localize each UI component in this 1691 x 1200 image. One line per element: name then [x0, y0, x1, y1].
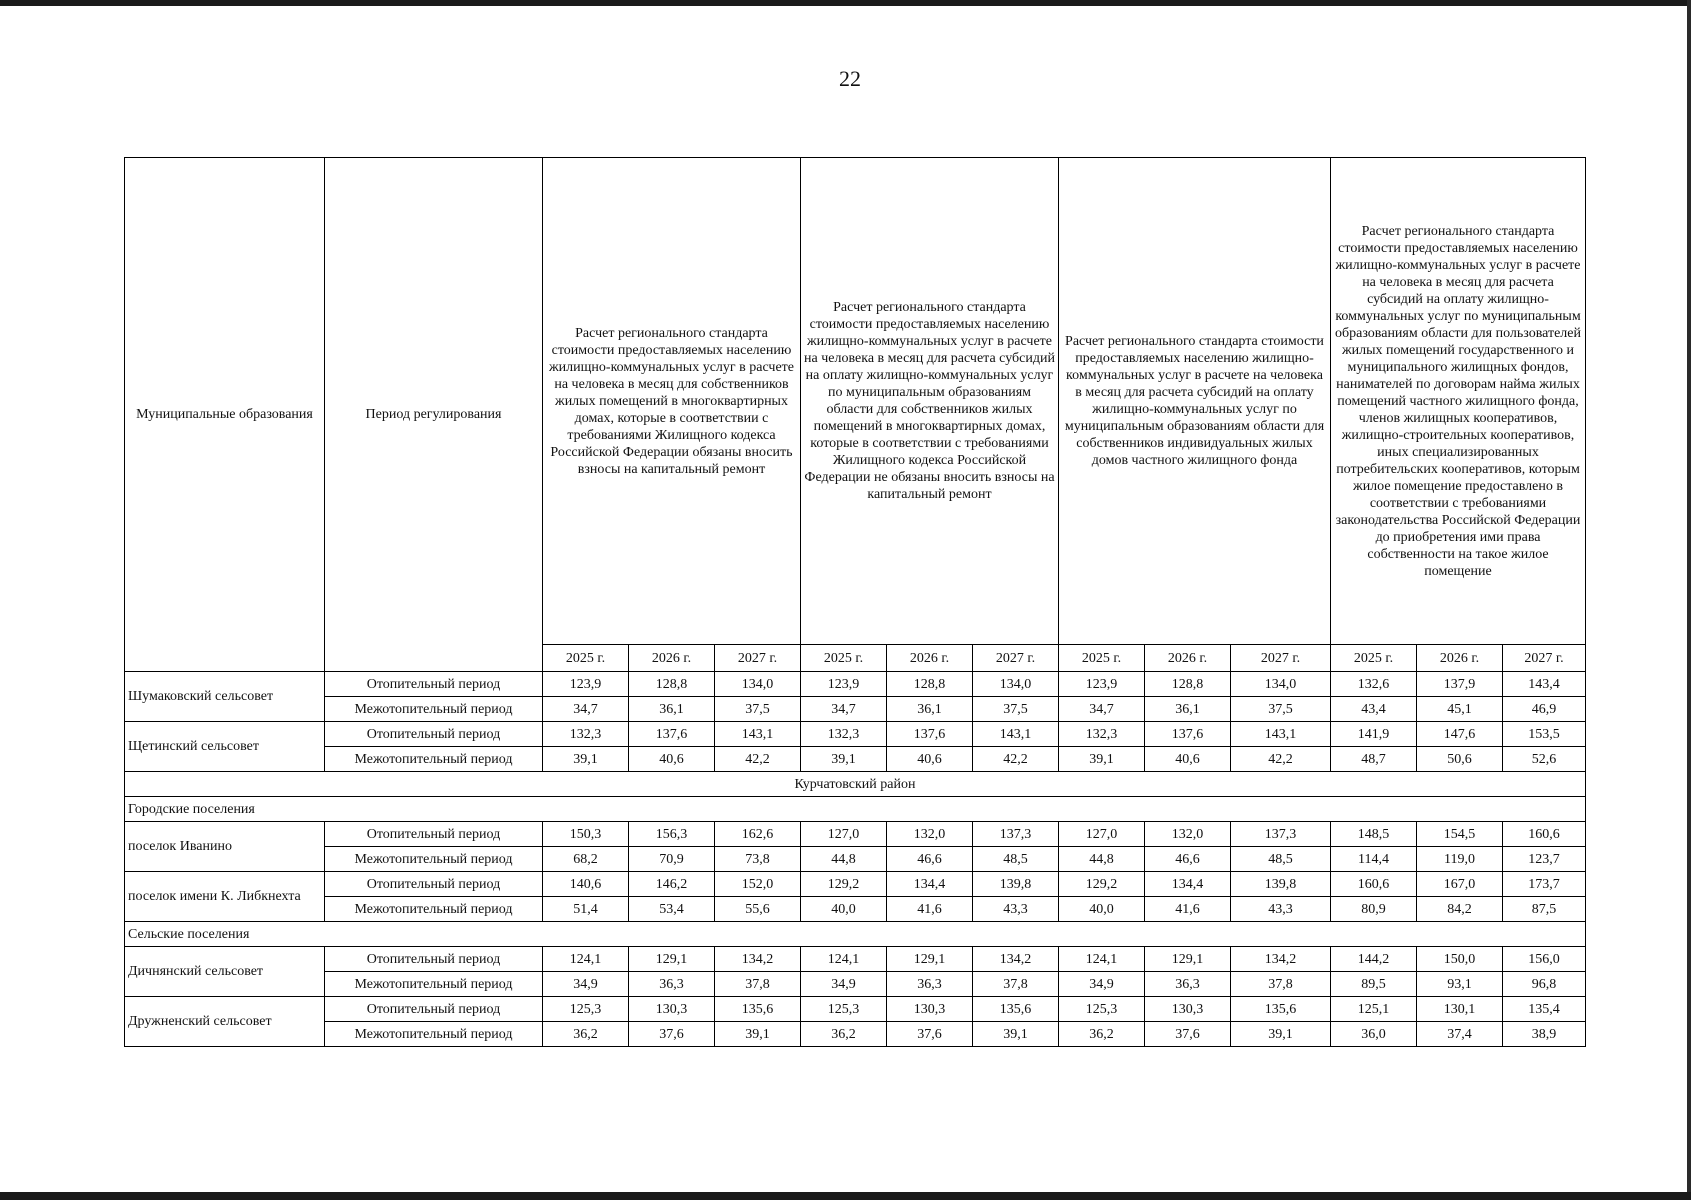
- value-cell: 128,8: [887, 672, 973, 697]
- value-cell: 42,2: [715, 747, 801, 772]
- period-label: Межотопительный период: [325, 847, 543, 872]
- value-cell: 127,0: [1059, 822, 1145, 847]
- value-cell: 129,1: [629, 947, 715, 972]
- value-cell: 93,1: [1417, 972, 1503, 997]
- municipality-name: Дичнянский сельсовет: [125, 947, 325, 997]
- year-header: 2027 г.: [715, 645, 801, 672]
- value-cell: 34,9: [801, 972, 887, 997]
- value-cell: 36,2: [1059, 1022, 1145, 1047]
- value-cell: 44,8: [1059, 847, 1145, 872]
- value-cell: 89,5: [1331, 972, 1417, 997]
- value-cell: 143,4: [1503, 672, 1586, 697]
- value-cell: 134,2: [973, 947, 1059, 972]
- value-cell: 34,9: [543, 972, 629, 997]
- value-cell: 44,8: [801, 847, 887, 872]
- value-cell: 132,3: [801, 722, 887, 747]
- value-cell: 73,8: [715, 847, 801, 872]
- value-cell: 134,2: [1231, 947, 1331, 972]
- value-cell: 123,7: [1503, 847, 1586, 872]
- table-row: [125, 847, 1586, 872]
- value-cell: 36,3: [887, 972, 973, 997]
- value-cell: 40,6: [629, 747, 715, 772]
- year-header: 2027 г.: [1503, 645, 1586, 672]
- value-cell: 55,6: [715, 897, 801, 922]
- period-label: Отопительный период: [325, 947, 543, 972]
- value-cell: 135,6: [1231, 997, 1331, 1022]
- municipality-name: Щетинский сельсовет: [125, 722, 325, 772]
- value-cell: 36,2: [543, 1022, 629, 1047]
- municipality-name: поселок имени К. Либкнехта: [125, 872, 325, 922]
- value-cell: 48,5: [1231, 847, 1331, 872]
- table-row: [125, 672, 1586, 697]
- value-cell: 114,4: [1331, 847, 1417, 872]
- header-col1: Расчет регионального стандарта стоимости предоставляемых населению жилищно-коммунальных услуг в расчете на человека в месяц для собственников жилых помещений в многоквартирных домах, которые в соответствии с требованиями Жилищного кодекса Российской Федерации обязаны вносить взносы на капитальный ремонт: [543, 158, 801, 645]
- value-cell: 160,6: [1503, 822, 1586, 847]
- value-cell: 39,1: [1231, 1022, 1331, 1047]
- value-cell: 134,4: [887, 872, 973, 897]
- value-cell: 139,8: [1231, 872, 1331, 897]
- table-row: [125, 722, 1586, 747]
- value-cell: 132,3: [543, 722, 629, 747]
- value-cell: 119,0: [1417, 847, 1503, 872]
- table-row: [125, 947, 1586, 972]
- page-number: 22: [839, 66, 861, 91]
- value-cell: 141,9: [1331, 722, 1417, 747]
- value-cell: 40,0: [801, 897, 887, 922]
- value-cell: 140,6: [543, 872, 629, 897]
- value-cell: 137,6: [1145, 722, 1231, 747]
- value-cell: 36,3: [1145, 972, 1231, 997]
- value-cell: 132,6: [1331, 672, 1417, 697]
- table-row: [125, 697, 1586, 722]
- value-cell: 39,1: [1059, 747, 1145, 772]
- value-cell: 45,1: [1417, 697, 1503, 722]
- table-row: [125, 822, 1586, 847]
- value-cell: 34,7: [801, 697, 887, 722]
- header-col4: Расчет регионального стандарта стоимости предоставляемых населению жилищно-коммунальных услуг в расчете на человека в месяц для расчета субсидий на оплату жилищно-коммунальных услуг по муниципальным образованиям области для пользователей жилых помещений государственного и муниципального жилищных фондов, нанимателей по договорам найма жилых помещений частного жилищного фонда, членов жилищных кооперативов, жилищно-строительных кооперативов, иных специализированных потребительских кооперативов, которым жилое помещение предоставлено в соответствии с требованиями законодательства Российской Федерации до приобретения ими права собственности на такое жилое помещение: [1331, 158, 1586, 645]
- table-row: [125, 897, 1586, 922]
- municipality-name: Дружненский сельсовет: [125, 997, 325, 1047]
- period-label: Отопительный период: [325, 672, 543, 697]
- value-cell: 42,2: [1231, 747, 1331, 772]
- value-cell: 135,4: [1503, 997, 1586, 1022]
- value-cell: 134,0: [715, 672, 801, 697]
- period-label: Отопительный период: [325, 872, 543, 897]
- value-cell: 150,0: [1417, 947, 1503, 972]
- value-cell: 162,6: [715, 822, 801, 847]
- table-body: [125, 672, 1586, 1047]
- value-cell: 130,3: [1145, 997, 1231, 1022]
- value-cell: 167,0: [1417, 872, 1503, 897]
- table-row: [125, 747, 1586, 772]
- value-cell: 156,3: [629, 822, 715, 847]
- value-cell: 137,3: [973, 822, 1059, 847]
- value-cell: 173,7: [1503, 872, 1586, 897]
- period-label: Межотопительный период: [325, 897, 543, 922]
- value-cell: 53,4: [629, 897, 715, 922]
- value-cell: 123,9: [543, 672, 629, 697]
- value-cell: 36,1: [1145, 697, 1231, 722]
- value-cell: 37,6: [629, 1022, 715, 1047]
- tariff-table: [124, 157, 1586, 1047]
- year-header: 2025 г.: [1331, 645, 1417, 672]
- value-cell: 124,1: [801, 947, 887, 972]
- year-header: 2025 г.: [801, 645, 887, 672]
- period-label: Межотопительный период: [325, 972, 543, 997]
- value-cell: 36,1: [629, 697, 715, 722]
- year-header: 2026 г.: [1417, 645, 1503, 672]
- value-cell: 125,1: [1331, 997, 1417, 1022]
- value-cell: 41,6: [887, 897, 973, 922]
- year-header: 2025 г.: [1059, 645, 1145, 672]
- value-cell: 39,1: [973, 1022, 1059, 1047]
- value-cell: 37,5: [1231, 697, 1331, 722]
- value-cell: 38,9: [1503, 1022, 1586, 1047]
- value-cell: 48,7: [1331, 747, 1417, 772]
- value-cell: 40,6: [887, 747, 973, 772]
- value-cell: 143,1: [973, 722, 1059, 747]
- year-header: 2026 г.: [629, 645, 715, 672]
- value-cell: 46,6: [887, 847, 973, 872]
- value-cell: 123,9: [801, 672, 887, 697]
- value-cell: 154,5: [1417, 822, 1503, 847]
- value-cell: 124,1: [1059, 947, 1145, 972]
- value-cell: 134,0: [973, 672, 1059, 697]
- value-cell: 139,8: [973, 872, 1059, 897]
- municipality-name: Шумаковский сельсовет: [125, 672, 325, 722]
- district-row: [125, 772, 1586, 797]
- value-cell: 128,8: [1145, 672, 1231, 697]
- value-cell: 127,0: [801, 822, 887, 847]
- scan-edge-bottom: [0, 1192, 1691, 1200]
- scan-edge-right: [1687, 0, 1691, 1200]
- value-cell: 37,5: [973, 697, 1059, 722]
- value-cell: 96,8: [1503, 972, 1586, 997]
- value-cell: 150,3: [543, 822, 629, 847]
- value-cell: 36,0: [1331, 1022, 1417, 1047]
- value-cell: 160,6: [1331, 872, 1417, 897]
- value-cell: 129,2: [1059, 872, 1145, 897]
- value-cell: 51,4: [543, 897, 629, 922]
- value-cell: 34,7: [1059, 697, 1145, 722]
- period-label: Отопительный период: [325, 722, 543, 747]
- period-label: Отопительный период: [325, 997, 543, 1022]
- value-cell: 34,7: [543, 697, 629, 722]
- value-cell: 40,0: [1059, 897, 1145, 922]
- value-cell: 37,8: [715, 972, 801, 997]
- table-row: [125, 997, 1586, 1022]
- rural-group-row-label: Сельские поселения: [125, 922, 1586, 947]
- municipality-name: поселок Иванино: [125, 822, 325, 872]
- value-cell: 147,6: [1417, 722, 1503, 747]
- value-cell: 124,1: [543, 947, 629, 972]
- table-row: [125, 972, 1586, 997]
- value-cell: 36,3: [629, 972, 715, 997]
- header-period: Период регулирования: [325, 158, 543, 672]
- header-municipality: Муниципальные образования: [125, 158, 325, 672]
- value-cell: 156,0: [1503, 947, 1586, 972]
- urban-group-row-label: Городские поселения: [125, 797, 1586, 822]
- header-col2: Расчет регионального стандарта стоимости предоставляемых населению жилищно-коммунальных услуг в расчете на человека в месяц для расчета субсидий на оплату жилищно-коммунальных услуг по муниципальным образованиям области для собственников жилых помещений в многоквартирных домах, которые в соответствии с требованиями Жилищного кодекса Российской Федерации не обязаны вносить взносы на капитальный ремонт: [801, 158, 1059, 645]
- value-cell: 153,5: [1503, 722, 1586, 747]
- value-cell: 70,9: [629, 847, 715, 872]
- value-cell: 40,6: [1145, 747, 1231, 772]
- value-cell: 39,1: [801, 747, 887, 772]
- value-cell: 137,9: [1417, 672, 1503, 697]
- period-label: Отопительный период: [325, 822, 543, 847]
- value-cell: 36,2: [801, 1022, 887, 1047]
- value-cell: 132,3: [1059, 722, 1145, 747]
- value-cell: 37,6: [887, 1022, 973, 1047]
- value-cell: 46,6: [1145, 847, 1231, 872]
- year-header: 2027 г.: [973, 645, 1059, 672]
- value-cell: 130,1: [1417, 997, 1503, 1022]
- urban-group-row: [125, 797, 1586, 822]
- value-cell: 41,6: [1145, 897, 1231, 922]
- value-cell: 135,6: [973, 997, 1059, 1022]
- value-cell: 87,5: [1503, 897, 1586, 922]
- value-cell: 50,6: [1417, 747, 1503, 772]
- value-cell: 129,2: [801, 872, 887, 897]
- value-cell: 144,2: [1331, 947, 1417, 972]
- value-cell: 137,6: [887, 722, 973, 747]
- value-cell: 84,2: [1417, 897, 1503, 922]
- scan-edge-top: [0, 0, 1691, 6]
- value-cell: 125,3: [801, 997, 887, 1022]
- value-cell: 46,9: [1503, 697, 1586, 722]
- value-cell: 137,3: [1231, 822, 1331, 847]
- table-row: [125, 1022, 1586, 1047]
- value-cell: 148,5: [1331, 822, 1417, 847]
- value-cell: 39,1: [715, 1022, 801, 1047]
- value-cell: 36,1: [887, 697, 973, 722]
- district-row-label: Курчатовский район: [125, 772, 1586, 797]
- value-cell: 37,8: [973, 972, 1059, 997]
- value-cell: 135,6: [715, 997, 801, 1022]
- value-cell: 125,3: [543, 997, 629, 1022]
- header-col3: Расчет регионального стандарта стоимости предоставляемых населению жилищно-коммунальных услуг в расчете на человека в месяц для расчета субсидий на оплату жилищно-коммунальных услуг по муниципальным образованиям области для собственников индивидуальных жилых домов частного жилищного фонда: [1059, 158, 1331, 645]
- value-cell: 125,3: [1059, 997, 1145, 1022]
- value-cell: 123,9: [1059, 672, 1145, 697]
- value-cell: 143,1: [1231, 722, 1331, 747]
- value-cell: 39,1: [543, 747, 629, 772]
- value-cell: 132,0: [1145, 822, 1231, 847]
- year-header: 2026 г.: [1145, 645, 1231, 672]
- year-header: 2025 г.: [543, 645, 629, 672]
- period-label: Межотопительный период: [325, 747, 543, 772]
- period-label: Межотопительный период: [325, 697, 543, 722]
- table-row: [125, 872, 1586, 897]
- rural-group-row: [125, 922, 1586, 947]
- year-header: 2027 г.: [1231, 645, 1331, 672]
- value-cell: 37,4: [1417, 1022, 1503, 1047]
- value-cell: 130,3: [887, 997, 973, 1022]
- value-cell: 137,6: [629, 722, 715, 747]
- value-cell: 143,1: [715, 722, 801, 747]
- value-cell: 43,4: [1331, 697, 1417, 722]
- value-cell: 128,8: [629, 672, 715, 697]
- value-cell: 152,0: [715, 872, 801, 897]
- value-cell: 43,3: [973, 897, 1059, 922]
- value-cell: 37,6: [1145, 1022, 1231, 1047]
- year-header: 2026 г.: [887, 645, 973, 672]
- value-cell: 129,1: [1145, 947, 1231, 972]
- value-cell: 37,5: [715, 697, 801, 722]
- value-cell: 134,2: [715, 947, 801, 972]
- value-cell: 43,3: [1231, 897, 1331, 922]
- value-cell: 130,3: [629, 997, 715, 1022]
- value-cell: 129,1: [887, 947, 973, 972]
- value-cell: 52,6: [1503, 747, 1586, 772]
- value-cell: 37,8: [1231, 972, 1331, 997]
- value-cell: 146,2: [629, 872, 715, 897]
- value-cell: 42,2: [973, 747, 1059, 772]
- value-cell: 134,4: [1145, 872, 1231, 897]
- value-cell: 34,9: [1059, 972, 1145, 997]
- value-cell: 132,0: [887, 822, 973, 847]
- value-cell: 80,9: [1331, 897, 1417, 922]
- value-cell: 134,0: [1231, 672, 1331, 697]
- value-cell: 68,2: [543, 847, 629, 872]
- period-label: Межотопительный период: [325, 1022, 543, 1047]
- value-cell: 48,5: [973, 847, 1059, 872]
